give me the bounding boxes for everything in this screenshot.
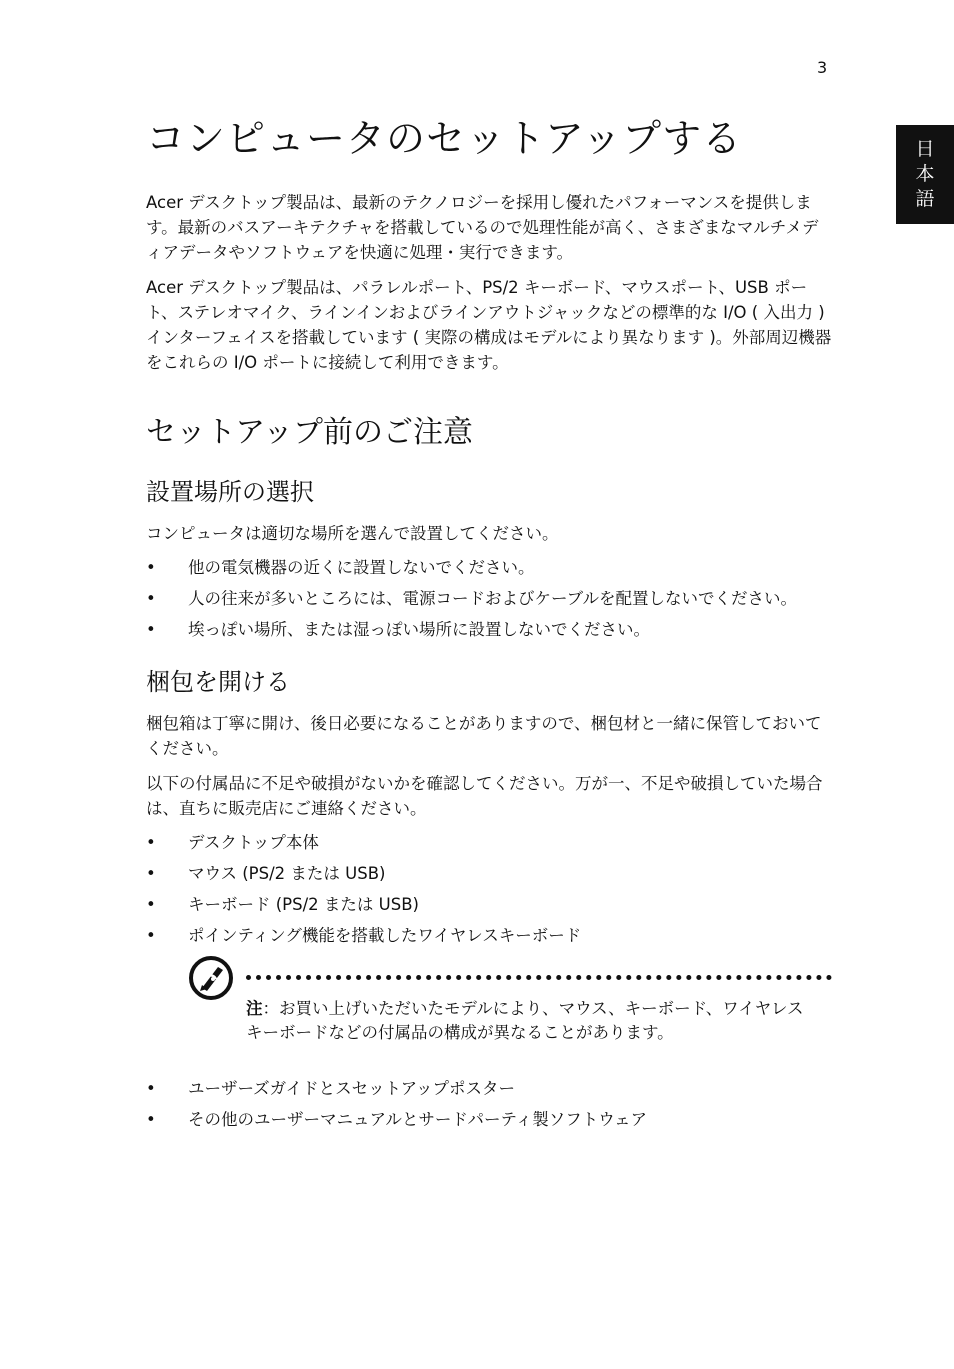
list-item-text: デスクトップ本体: [188, 833, 319, 852]
bullet-icon: •: [146, 620, 156, 639]
intro-paragraph: Acer デスクトップ製品は、最新のテクノロジーを採用し優れたパフォーマンスを提供します。最新のバスアーキテクチャを搭載しているので処理性能が高く、さまざまなマルチメディアデータやソフトウェアを快適に処理・実行できます。: [146, 193, 819, 262]
unpacking-paragraph: 以下の付属品に不足や破損がないかを確認してください。万が一、不足や破損していた場合は、直ちに販売店にご連絡ください。: [146, 774, 823, 818]
list-item-text: ユーザーズガイドとスセットアップポスター: [188, 1079, 516, 1098]
list-item-text: 人の往来が多いところには、電源コードおよびケーブルを配置しないでください。: [188, 589, 798, 608]
list-item-text: その他のユーザーマニュアルとサードパーティ製ソフトウェア: [188, 1110, 648, 1129]
list-item-text: ポインティング機能を搭載したワイヤレスキーボード: [188, 926, 582, 945]
bullet-icon: •: [146, 833, 156, 852]
accessory-list: [146, 831, 832, 947]
list-item-text: マウス (PS/2 または USB): [188, 864, 386, 883]
note-pen-icon: [188, 955, 234, 1001]
note-divider: [246, 975, 832, 980]
list-item: [146, 831, 832, 854]
language-tab-char: 本: [915, 163, 935, 185]
list-item: [146, 862, 832, 885]
unpacking-paragraph: 梱包箱は丁寧に開け、後日必要になることがありますので、梱包材と一緒に保管しておいてください。: [146, 714, 822, 758]
list-item: [146, 1077, 832, 1100]
location-list: [146, 556, 832, 641]
bullet-icon: •: [146, 926, 156, 945]
note-box: [188, 955, 832, 1047]
list-item: [146, 1108, 832, 1131]
language-tab-char: 日: [915, 138, 935, 160]
list-item-text: 埃っぽい場所、または湿っぽい場所に設置しないでください。: [188, 620, 650, 639]
list-item: [146, 924, 832, 947]
page-number: 3: [817, 58, 828, 77]
list-item: [146, 556, 832, 579]
page-content: [146, 112, 832, 1139]
language-tab: [896, 125, 954, 224]
section-title: セットアップ前のご注意: [146, 415, 473, 450]
list-item-text: 他の電気機器の近くに設置しないでください。: [188, 558, 535, 577]
location-intro: コンピュータは適切な場所を選んで設置してください。: [146, 524, 559, 543]
accessory-list-continued: [146, 1077, 832, 1131]
list-item: [146, 587, 832, 610]
list-item-text: キーボード (PS/2 または USB): [188, 895, 419, 914]
page-title: コンピュータのセットアップする: [146, 117, 743, 162]
bullet-icon: •: [146, 864, 156, 883]
bullet-icon: •: [146, 589, 156, 608]
note-body: ：お買い上げいただいたモデルにより、マウス、キーボード、ワイヤレスキーボードなどの付属品の構成が異なることがあります。: [246, 999, 804, 1042]
bullet-icon: •: [146, 1079, 156, 1098]
note-text: [246, 997, 816, 1045]
location-heading: 設置場所の選択: [146, 478, 314, 506]
bullet-icon: •: [146, 558, 156, 577]
bullet-icon: •: [146, 1110, 156, 1129]
note-label: 注: [246, 999, 263, 1018]
list-item: [146, 618, 832, 641]
language-tab-char: 語: [915, 188, 935, 210]
unpacking-heading: 梱包を開ける: [146, 668, 290, 696]
bullet-icon: •: [146, 895, 156, 914]
intro-paragraph: Acer デスクトップ製品は、パラレルポート、PS/2 キーボード、マウスポート、USB ポート、ステレオマイク、ラインインおよびラインアウトジャックなどの標準的な I/O ( 入出力 ) インターフェイスを搭載しています ( 実際の構成はモデルにより異なります )。外部周辺機器をこれらの I/O ポートに接続して利用できます。: [146, 278, 832, 372]
list-item: [146, 893, 832, 916]
